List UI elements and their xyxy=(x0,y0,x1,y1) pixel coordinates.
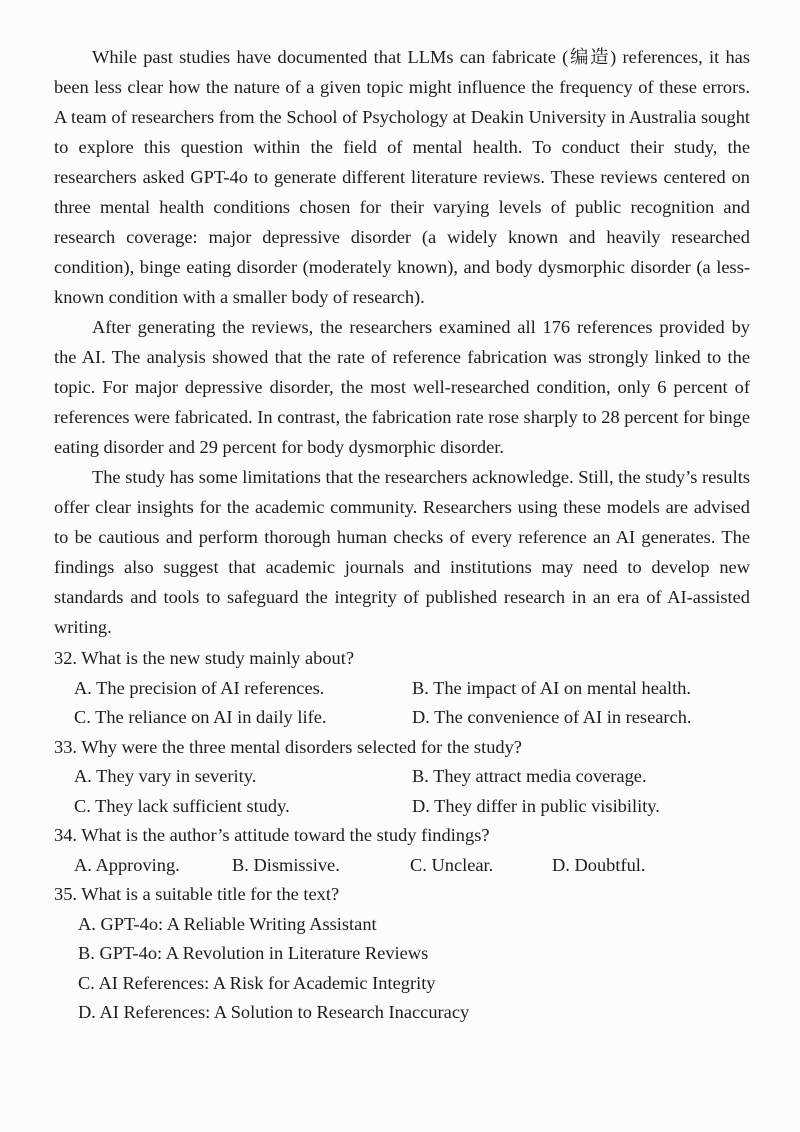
option-a: A. Approving. xyxy=(74,854,180,875)
option-group xyxy=(54,910,750,1028)
option-c: C. They lack sufficient study. xyxy=(74,795,290,816)
option-a: A. GPT-4o: A Reliable Writing Assistant xyxy=(78,913,377,934)
option-b: B. They attract media coverage. xyxy=(412,766,647,786)
option-c: C. The reliance on AI in daily life. xyxy=(74,707,327,727)
option-c: C. AI References: A Risk for Academic Integrity xyxy=(78,972,436,993)
option-b: B. Dismissive. xyxy=(232,854,340,875)
passage-paragraph-1: While past studies have documented that LLMs can fabricate (编造) references, it has been less clear how the nature of a given topic might influence the frequency of these errors. A team of researchers from the School of Psychology at Deakin University in Australia sought to explore this question within the field of mental health. To conduct their study, the researchers asked GPT-4o to generate different literature reviews. These reviews centered on three mental health conditions chosen for their varying levels of public recognition and research coverage: major depressive disorder (a widely known and heavily researched condition), binge eating disorder (moderately known), and body dysmorphic disorder (a less-known condition with a smaller body of research). xyxy=(54,47,750,307)
option-group xyxy=(54,762,750,821)
question-stem: 33. Why were the three mental disorders selected for the study? xyxy=(54,736,522,757)
option-d: D. Doubtful. xyxy=(552,854,646,875)
passage-paragraph-2: After generating the reviews, the researchers examined all 176 references provided by the AI. The analysis showed that the rate of reference fabrication was strongly linked to the topic. For major depressive disorder, the most well-researched condition, only 6 percent of references were fabricated. In contrast, the fabrication rate rose sharply to 28 percent for binge eating disorder and 29 percent for body dysmorphic disorder. xyxy=(54,317,750,457)
question-33 xyxy=(54,733,750,822)
option-group xyxy=(54,851,750,881)
passage-paragraph-3: The study has some limitations that the researchers acknowledge. Still, the study’s results offer clear insights for the academic community. Researchers using these models are advised to be cautious and perform thorough human checks of every reference an AI generates. The findings also suggest that academic journals and institutions may need to develop new standards and tools to safeguard the integrity of published research in an era of AI-assisted writing. xyxy=(54,467,750,637)
question-34 xyxy=(54,821,750,880)
option-d: D. They differ in public visibility. xyxy=(412,795,660,816)
reading-passage xyxy=(54,42,750,642)
question-stem: 35. What is a suitable title for the text? xyxy=(54,884,340,904)
option-b: B. The impact of AI on mental health. xyxy=(412,677,692,698)
question-list xyxy=(54,644,750,1028)
question-stem: 34. What is the author’s attitude toward the study findings? xyxy=(54,825,490,845)
option-d: D. The convenience of AI in research. xyxy=(412,707,692,727)
question-32 xyxy=(54,644,750,733)
option-group xyxy=(54,674,750,733)
question-stem: 32. What is the new study mainly about? xyxy=(54,648,354,668)
option-a: A. The precision of AI references. xyxy=(74,677,325,698)
option-c: C. Unclear. xyxy=(410,854,494,875)
option-b: B. GPT-4o: A Revolution in Literature Reviews xyxy=(78,943,429,963)
option-d: D. AI References: A Solution to Research Inaccuracy xyxy=(78,1002,470,1022)
question-35 xyxy=(54,880,750,1028)
option-a: A. They vary in severity. xyxy=(74,766,257,786)
